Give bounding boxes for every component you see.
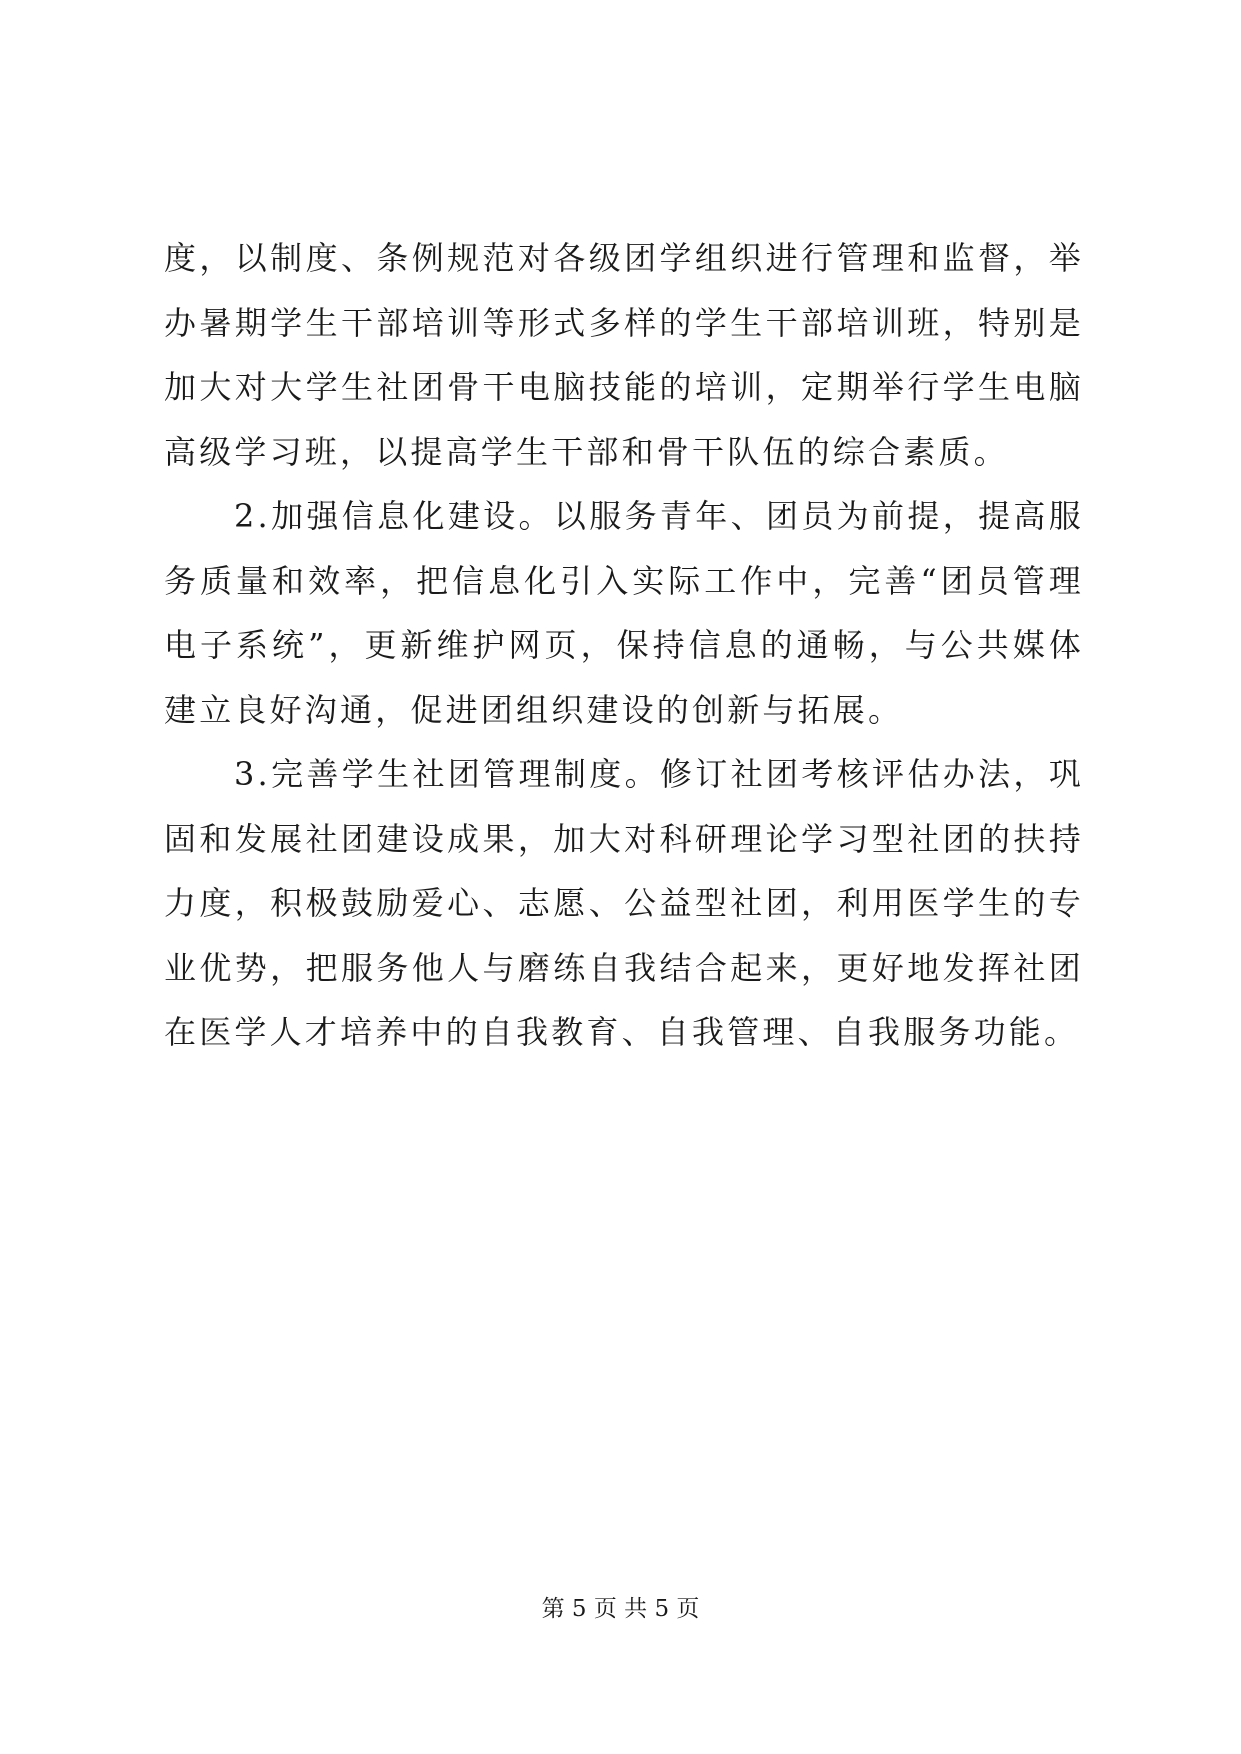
document-body (164, 226, 1084, 1065)
page-footer: 第 5 页 共 5 页 (541, 1596, 700, 1622)
paragraph-item-3: 3.完善学生社团管理制度。修订社团考核评估办法，巩固和发展社团建设成果，加大对科研理论学习型社团的扶持力度，积极鼓励爱心、志愿、公益型社团，利用医学生的专业优势，把服务他人与磨练自我结合起来，更好地发挥社团在医学人才培养中的自我教育、自我管理、自我服务功能。 (164, 755, 1084, 1051)
paragraph-continued: 度，以制度、条例规范对各级团学组织进行管理和监督，举办暑期学生干部培训等形式多样的学生干部培训班，特别是加大对大学生社团骨干电脑技能的培训，定期举行学生电脑高级学习班，以提高学生干部和骨干队伍的综合素质。 (164, 239, 1084, 471)
paragraph-item-2: 2.加强信息化建设。以服务青年、团员为前提，提高服务质量和效率，把信息化引入实际工作中，完善“团员管理电子系统”，更新维护网页，保持信息的通畅，与公共媒体建立良好沟通，促进团组织建设的创新与拓展。 (164, 497, 1084, 729)
